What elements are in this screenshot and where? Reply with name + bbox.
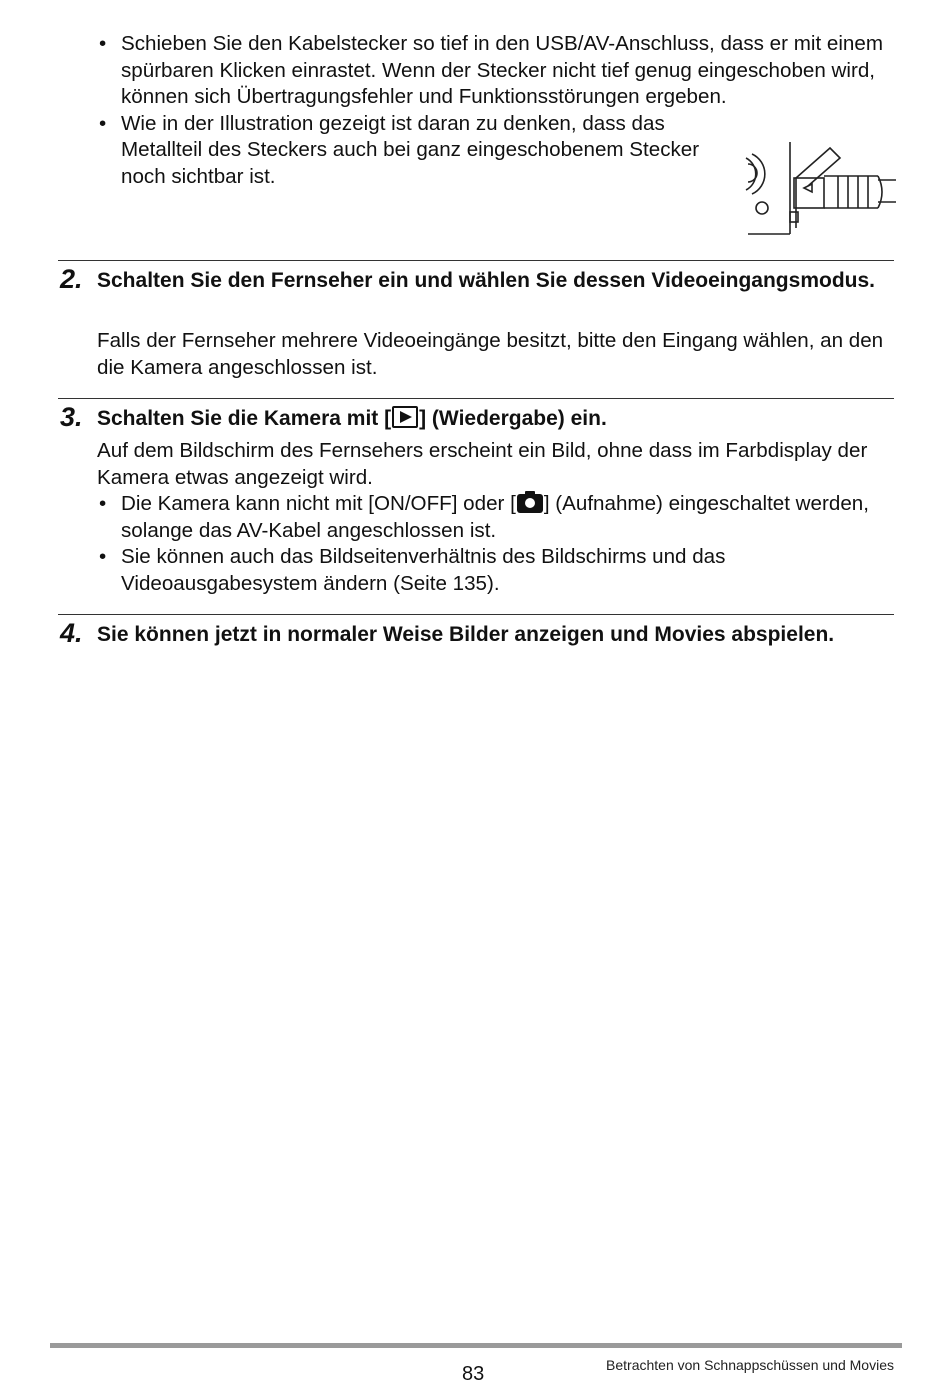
camera-icon xyxy=(517,494,543,513)
bullet-text: Die Kamera kann nicht mit [ON/OFF] oder [ xyxy=(121,492,516,515)
step-body: Auf dem Bildschirm des Fernsehers erscheint ein Bild, ohne dass im Farbdisplay der Kamera etwas angezeigt wird. xyxy=(97,439,868,489)
bullet-marker: • xyxy=(99,111,107,135)
step-2 xyxy=(58,260,894,381)
footer-divider xyxy=(50,1343,902,1348)
connector-illustration xyxy=(738,138,898,238)
step-3 xyxy=(58,398,894,599)
bullet-text: ] (Aufnahme) eingeschaltet werden, solange das AV-Kabel angeschlossen ist. xyxy=(121,492,869,542)
footer-caption: Betrachten von Schnappschüssen und Movies xyxy=(606,1357,894,1373)
step-number: 4. xyxy=(60,618,83,648)
step-bullet-list xyxy=(97,491,897,597)
step-number: 3. xyxy=(60,402,83,432)
step-title-text: Schalten Sie die Kamera mit [ xyxy=(97,407,392,430)
step-number: 2. xyxy=(60,264,83,294)
step-title xyxy=(97,405,887,433)
list-item xyxy=(97,111,721,191)
bullet-text: Sie können auch das Bildseitenverhältnis des Bildschirms und das Videoausgabesystem ändern (Seite 135). xyxy=(121,545,726,595)
bullet-marker: • xyxy=(99,492,107,515)
bullet-text: Schieben Sie den Kabelstecker so tief in den USB/AV-Anschluss, dass er mit einem spürbaren Klicken einrastet. Wenn der Stecker nicht tief genug eingeschoben wird, können sich Übertragungsfehler und Funktionsstörungen ergeben. xyxy=(121,32,883,108)
step-title: Schalten Sie den Fernseher ein und wählen Sie dessen Videoeingangsmodus. xyxy=(97,269,875,292)
list-item xyxy=(97,544,897,597)
bullet-marker: • xyxy=(99,545,107,568)
step-title-text: ] (Wiedergabe) ein. xyxy=(419,407,607,430)
page-number: 83 xyxy=(462,1363,485,1385)
list-item xyxy=(97,491,897,544)
bullet-marker: • xyxy=(99,32,107,55)
step-title: Sie können jetzt in normaler Weise Bilder anzeigen und Movies abspielen. xyxy=(97,623,835,646)
step-body: Falls der Fernseher mehrere Videoeingänge besitzt, bitte den Eingang wählen, an den die Kamera angeschlossen ist. xyxy=(97,329,884,379)
step-4 xyxy=(58,614,894,695)
playback-icon xyxy=(392,406,418,428)
list-item xyxy=(97,31,897,111)
bullet-text: Wie in der Illustration gezeigt ist daran zu denken, dass das Metallteil des Steckers auch bei ganz eingeschobenem Stecker noch sichtbar ist. xyxy=(121,111,700,188)
